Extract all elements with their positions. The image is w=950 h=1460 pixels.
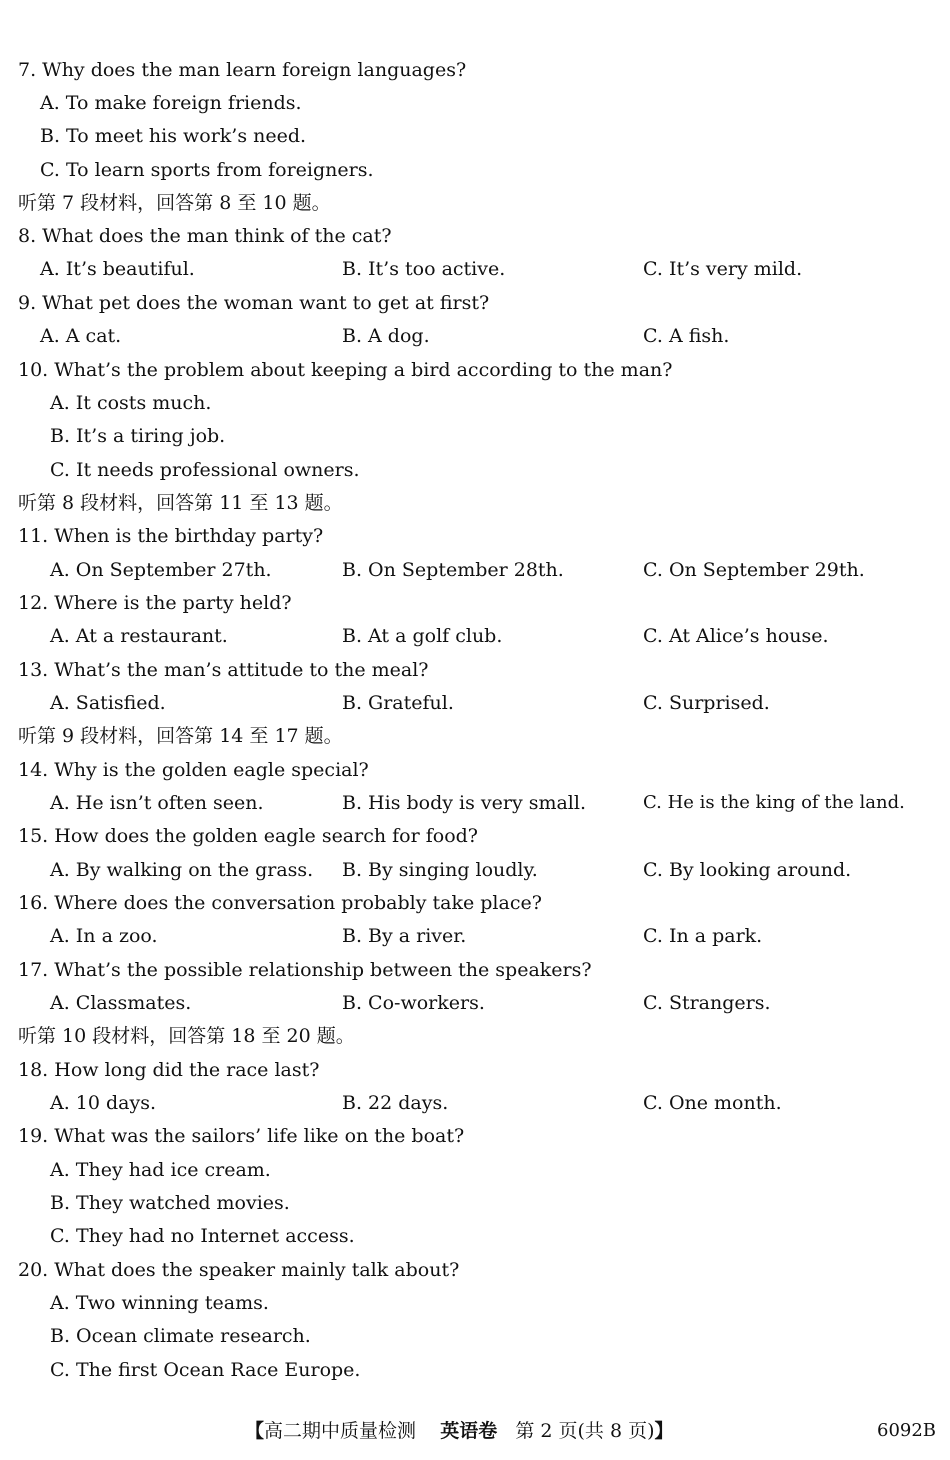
footer-page-number: 第 2 页(共 8 页) bbox=[515, 1420, 655, 1442]
question-16: 16. Where does the conversation probably take place? bbox=[18, 892, 542, 914]
paper-code: 6092B bbox=[877, 1420, 937, 1441]
question-11: 11. When is the birthday party? bbox=[18, 525, 324, 547]
q10-option-c: C. It needs professional owners. bbox=[50, 459, 360, 481]
question-20: 20. What does the speaker mainly talk about? bbox=[18, 1259, 460, 1281]
question-14: 14. Why is the golden eagle special? bbox=[18, 759, 369, 781]
footer-subject: 英语卷 bbox=[440, 1420, 498, 1442]
q20-option-b: B. Ocean climate research. bbox=[50, 1325, 311, 1347]
q15-option-c: C. By looking around. bbox=[643, 859, 852, 881]
q16-option-b: B. By a river. bbox=[342, 925, 467, 947]
q8-option-c: C. It’s very mild. bbox=[643, 258, 803, 280]
q13-option-c: C. Surprised. bbox=[643, 692, 770, 714]
question-7: 7. Why does the man learn foreign languages? bbox=[18, 59, 467, 81]
question-13: 13. What’s the man’s attitude to the meal? bbox=[18, 659, 429, 681]
q7-option-b: B. To meet his work’s need. bbox=[40, 125, 307, 147]
q17-option-c: C. Strangers. bbox=[643, 992, 771, 1014]
q8-option-b: B. It’s too active. bbox=[342, 258, 506, 280]
q13-option-a: A. Satisfied. bbox=[50, 692, 166, 714]
q20-option-c: C. The first Ocean Race Europe. bbox=[50, 1359, 361, 1381]
section-9-heading: 听第 9 段材料，回答第 14 至 17 题。 bbox=[18, 725, 343, 747]
q14-option-c: C. He is the king of the land. bbox=[643, 792, 905, 813]
q10-option-a: A. It costs much. bbox=[50, 392, 212, 414]
q20-option-a: A. Two winning teams. bbox=[50, 1292, 269, 1314]
footer-bracket-close: 】 bbox=[654, 1420, 674, 1442]
q14-option-a: A. He isn’t often seen. bbox=[50, 792, 264, 814]
q11-option-b: B. On September 28th. bbox=[342, 559, 564, 581]
q7-option-c: C. To learn sports from foreigners. bbox=[40, 159, 374, 181]
q16-option-c: C. In a park. bbox=[643, 925, 763, 947]
q14-option-b: B. His body is very small. bbox=[342, 792, 587, 814]
q12-option-a: A. At a restaurant. bbox=[50, 625, 228, 647]
q13-option-b: B. Grateful. bbox=[342, 692, 454, 714]
q16-option-a: A. In a zoo. bbox=[50, 925, 158, 947]
page-footer bbox=[245, 1416, 674, 1446]
section-7-heading: 听第 7 段材料，回答第 8 至 10 题。 bbox=[18, 192, 331, 214]
q18-option-a: A. 10 days. bbox=[50, 1092, 157, 1114]
section-10-heading: 听第 10 段材料，回答第 18 至 20 题。 bbox=[18, 1025, 355, 1047]
q9-option-b: B. A dog. bbox=[342, 325, 430, 347]
q15-option-b: B. By singing loudly. bbox=[342, 859, 538, 881]
section-8-heading: 听第 8 段材料，回答第 11 至 13 题。 bbox=[18, 492, 343, 514]
q17-option-a: A. Classmates. bbox=[50, 992, 192, 1014]
q11-option-a: A. On September 27th. bbox=[50, 559, 272, 581]
q19-option-c: C. They had no Internet access. bbox=[50, 1225, 355, 1247]
q19-option-a: A. They had ice cream. bbox=[50, 1159, 271, 1181]
q19-option-b: B. They watched movies. bbox=[50, 1192, 290, 1214]
question-9: 9. What pet does the woman want to get at first? bbox=[18, 292, 490, 314]
question-17: 17. What’s the possible relationship between the speakers? bbox=[18, 959, 592, 981]
question-10: 10. What’s the problem about keeping a bird according to the man? bbox=[18, 359, 673, 381]
q9-option-a: A. A cat. bbox=[40, 325, 122, 347]
q7-option-a: A. To make foreign friends. bbox=[40, 92, 302, 114]
q8-option-a: A. It’s beautiful. bbox=[40, 258, 195, 280]
q15-option-a: A. By walking on the grass. bbox=[50, 859, 314, 881]
question-12: 12. Where is the party held? bbox=[18, 592, 292, 614]
q18-option-b: B. 22 days. bbox=[342, 1092, 449, 1114]
question-18: 18. How long did the race last? bbox=[18, 1059, 320, 1081]
q10-option-b: B. It’s a tiring job. bbox=[50, 425, 226, 447]
question-19: 19. What was the sailors’ life like on the boat? bbox=[18, 1125, 465, 1147]
footer-bracket-open: 【 bbox=[245, 1420, 265, 1442]
footer-exam-name: 高二期中质量检测 bbox=[264, 1420, 417, 1442]
q18-option-c: C. One month. bbox=[643, 1092, 782, 1114]
q12-option-c: C. At Alice’s house. bbox=[643, 625, 829, 647]
q9-option-c: C. A fish. bbox=[643, 325, 730, 347]
q17-option-b: B. Co-workers. bbox=[342, 992, 485, 1014]
q12-option-b: B. At a golf club. bbox=[342, 625, 503, 647]
question-15: 15. How does the golden eagle search for food? bbox=[18, 825, 478, 847]
question-8: 8. What does the man think of the cat? bbox=[18, 225, 392, 247]
q11-option-c: C. On September 29th. bbox=[643, 559, 865, 581]
